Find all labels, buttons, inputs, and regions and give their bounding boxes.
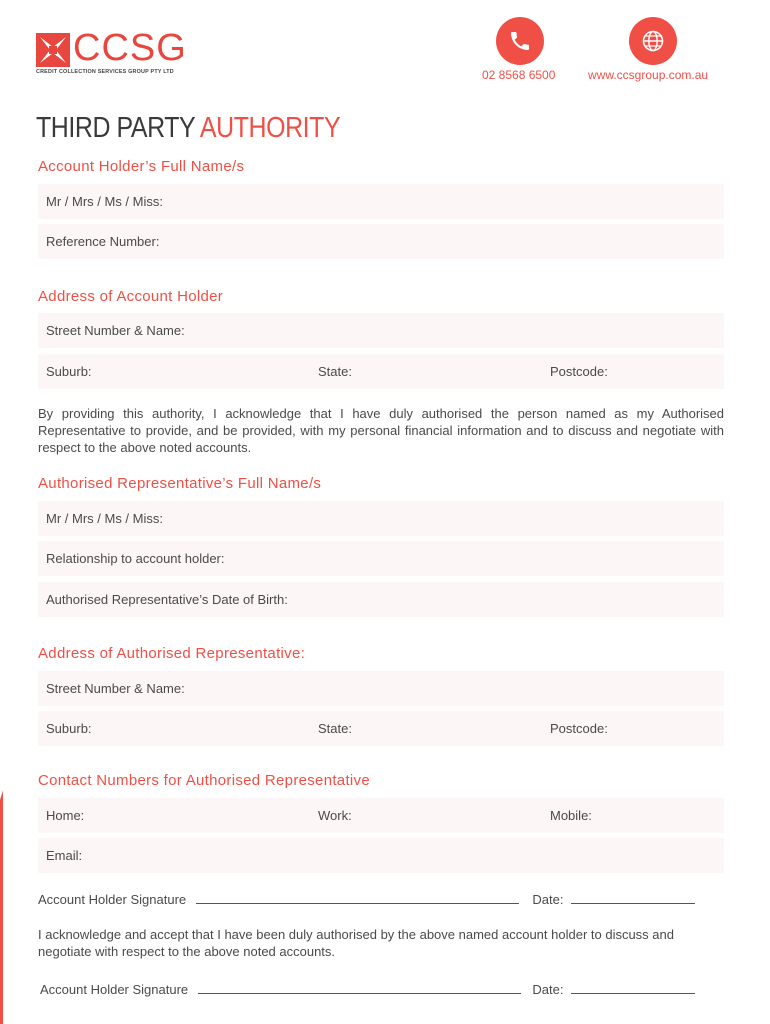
rep-address-heading: Address of Authorised Representative: bbox=[38, 645, 306, 662]
rep-street-label: Street Number & Name: bbox=[46, 681, 185, 696]
reference-number-field[interactable] bbox=[38, 224, 724, 259]
account-holder-heading: Account Holder’s Full Name/s bbox=[38, 158, 245, 175]
holder-salutation-label: Mr / Mrs / Ms / Miss: bbox=[46, 194, 163, 209]
title-part-2: AUTHORITY bbox=[199, 112, 341, 144]
rep-salutation-label: Mr / Mrs / Ms / Miss: bbox=[46, 511, 163, 526]
holder-state-label: State: bbox=[318, 364, 352, 379]
holder-street-field[interactable] bbox=[38, 313, 724, 348]
signature-2-line[interactable] bbox=[198, 982, 521, 994]
rep-state-label: State: bbox=[318, 721, 352, 736]
phone-icon bbox=[508, 29, 532, 53]
holder-postcode-label: Postcode: bbox=[550, 364, 608, 379]
company-logo bbox=[36, 27, 206, 79]
signature-row-1 bbox=[38, 892, 724, 907]
logo-subtitle: CREDIT COLLECTION SERVICES GROUP PTY LTD bbox=[36, 69, 174, 75]
holder-suburb-label: Suburb: bbox=[46, 364, 92, 379]
reference-number-label: Reference Number: bbox=[46, 234, 160, 249]
globe-icon bbox=[641, 29, 665, 53]
signature-2-date-line[interactable] bbox=[571, 982, 695, 994]
logo-mark-icon bbox=[36, 33, 70, 67]
signature-2-label: Account Holder Signature bbox=[40, 982, 189, 997]
rep-suburb-state-postcode-field[interactable] bbox=[38, 711, 724, 746]
signature-row-2 bbox=[40, 982, 726, 997]
holder-suburb-state-postcode-field[interactable] bbox=[38, 354, 724, 389]
title-part-1: THIRD PARTY bbox=[36, 112, 200, 144]
holder-street-label: Street Number & Name: bbox=[46, 323, 185, 338]
phone-button[interactable] bbox=[496, 17, 544, 65]
contact-heading: Contact Numbers for Authorised Representative bbox=[38, 772, 370, 789]
acknowledgement-statement: I acknowledge and accept that I have been duly authorised by the above named account holder to discuss and negotiate with respect to the above noted accounts. bbox=[38, 927, 674, 959]
rep-dob-label: Authorised Representative’s Date of Birth: bbox=[46, 592, 288, 607]
rep-street-field[interactable] bbox=[38, 671, 724, 706]
document-title bbox=[36, 112, 340, 145]
website-button[interactable] bbox=[629, 17, 677, 65]
decorative-side-strip bbox=[0, 775, 8, 1024]
representative-heading: Authorised Representative’s Full Name/s bbox=[38, 475, 322, 492]
phone-number[interactable]: 02 8568 6500 bbox=[482, 68, 556, 82]
email-field[interactable] bbox=[38, 838, 724, 873]
relationship-field[interactable] bbox=[38, 541, 724, 576]
rep-postcode-label: Postcode: bbox=[550, 721, 608, 736]
home-label: Home: bbox=[46, 808, 85, 823]
relationship-label: Relationship to account holder: bbox=[46, 551, 225, 566]
signature-2-date-label: Date: bbox=[532, 982, 564, 997]
signature-1-label: Account Holder Signature bbox=[38, 892, 187, 907]
holder-address-heading: Address of Account Holder bbox=[38, 288, 224, 305]
signature-1-line[interactable] bbox=[196, 892, 519, 904]
contact-phone-field[interactable] bbox=[38, 798, 724, 833]
rep-dob-field[interactable] bbox=[38, 582, 724, 617]
holder-salutation-field[interactable] bbox=[38, 184, 724, 219]
email-label: Email: bbox=[46, 848, 83, 863]
rep-suburb-label: Suburb: bbox=[46, 721, 92, 736]
authority-statement: By providing this authority, I acknowledge that I have duly authorised the person named as my Authorised Representative to provide, and be provided, with my personal financial information and to discuss and negotiate with respect to the above noted accounts. bbox=[38, 406, 724, 455]
signature-1-date-line[interactable] bbox=[571, 892, 695, 904]
website-link[interactable]: www.ccsgroup.com.au bbox=[588, 68, 709, 82]
logo-text: CCSG bbox=[73, 27, 187, 69]
rep-salutation-field[interactable] bbox=[38, 501, 724, 536]
mobile-label: Mobile: bbox=[550, 808, 592, 823]
signature-1-date-label: Date: bbox=[532, 892, 564, 907]
work-label: Work: bbox=[318, 808, 352, 823]
